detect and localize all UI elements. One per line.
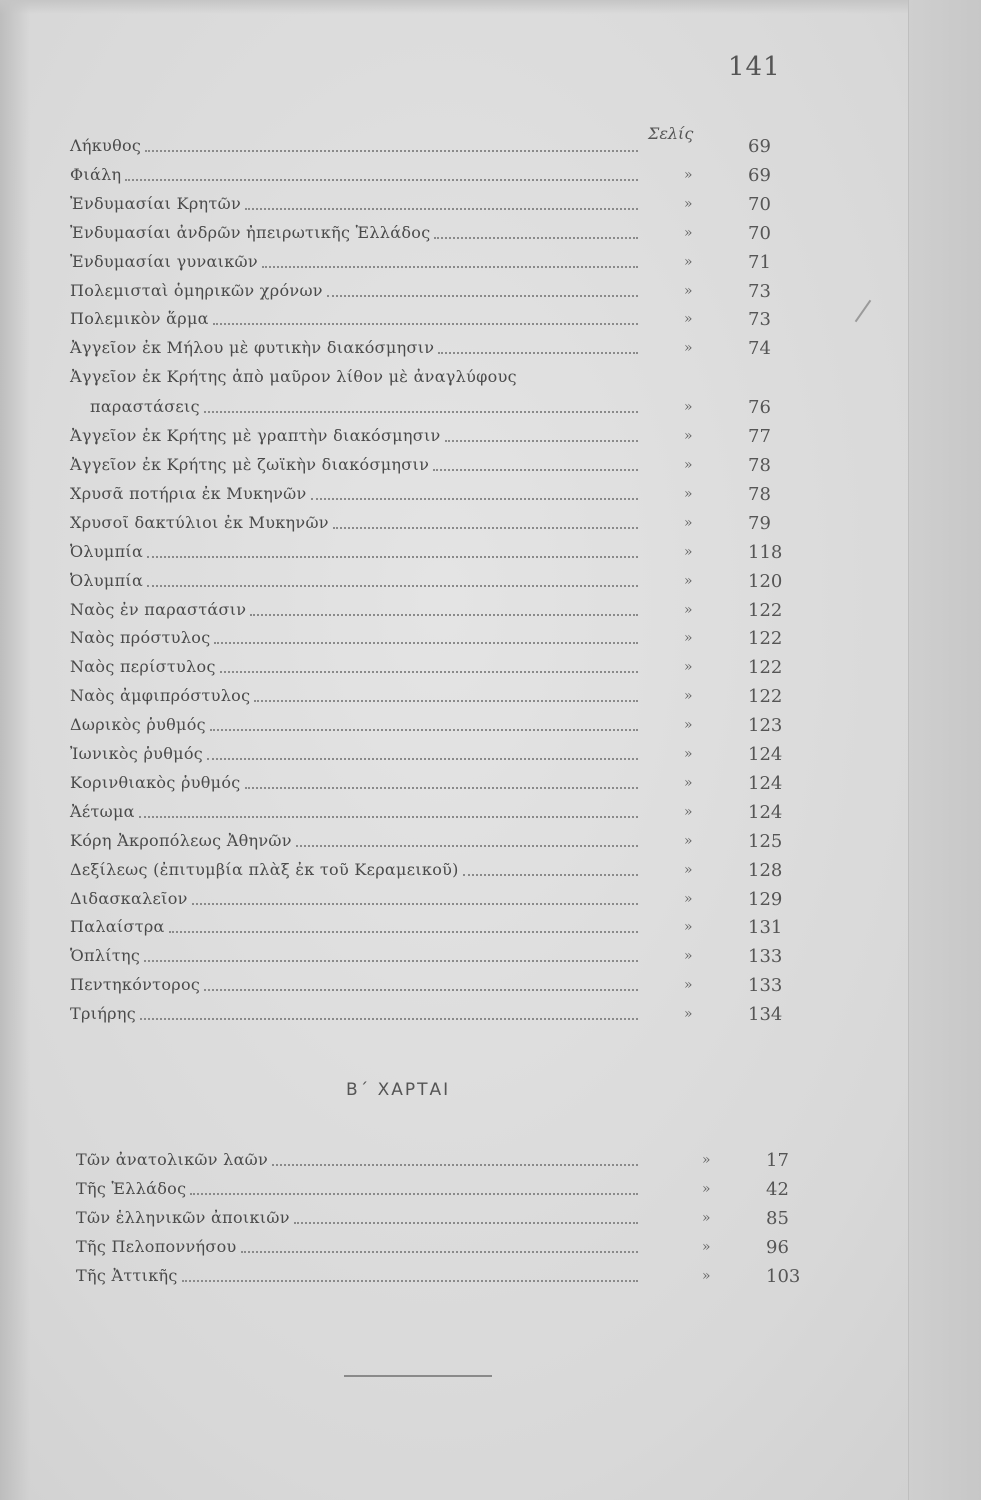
dot-leader — [245, 208, 638, 210]
ditto-mark: » — [684, 659, 693, 676]
dot-leader — [207, 758, 638, 760]
list-item — [0, 484, 900, 512]
ditto-mark: » — [684, 514, 693, 531]
page-reference: 96 — [766, 1237, 789, 1258]
entry-title: Κορινθιακὸς ῥυθμός — [70, 772, 241, 792]
page-reference: 79 — [748, 512, 771, 534]
page-reference: 129 — [748, 888, 783, 910]
list-item — [0, 744, 900, 772]
list-item — [0, 946, 900, 974]
page-reference: 17 — [766, 1150, 789, 1171]
maps-heading: Β΄ ΧΑΡΤΑΙ — [346, 1080, 451, 1100]
page-reference: 73 — [748, 309, 771, 331]
dot-leader — [145, 150, 638, 152]
entry-title: Πολεμισταὶ ὁμηρικῶν χρόνων — [70, 280, 323, 300]
ditto-mark: » — [702, 1239, 711, 1255]
ditto-mark: » — [684, 803, 693, 820]
page-reference: 118 — [748, 541, 783, 563]
dot-leader — [272, 1164, 638, 1166]
dot-leader — [204, 411, 638, 413]
ditto-mark: » — [684, 282, 693, 299]
ditto-mark: » — [684, 1006, 693, 1023]
list-item — [0, 338, 900, 366]
ditto-mark: » — [684, 861, 693, 878]
ditto-mark: » — [684, 601, 693, 618]
page-reference: 85 — [766, 1208, 789, 1229]
dot-leader — [294, 1222, 638, 1224]
entry-title: Ἀγγεῖον ἐκ Μήλου μὲ φυτικὴν διακόσμησιν — [70, 338, 435, 358]
ditto-mark: » — [684, 746, 693, 762]
closing-rule — [344, 1375, 492, 1377]
list-item — [0, 657, 900, 685]
entry-title: Φιάλη — [70, 164, 122, 184]
dot-leader — [147, 556, 638, 558]
entry-title: Χρυσοῖ δακτύλιοι ἐκ Μυκηνῶν — [70, 512, 329, 532]
list-item — [0, 715, 900, 743]
page-edge-strip — [908, 0, 981, 1500]
page-reference: 103 — [766, 1266, 801, 1287]
list-item — [0, 860, 900, 888]
ditto-mark: » — [684, 890, 693, 907]
page-reference: 131 — [748, 917, 783, 939]
dot-leader — [204, 989, 638, 991]
page-reference: 122 — [748, 657, 783, 679]
entry-title: Ἰωνικὸς ῥυθμός — [70, 744, 204, 763]
list-item — [0, 194, 900, 222]
entry-title: Τῶν ἀνατολικῶν λαῶν — [76, 1150, 269, 1169]
entry-title: Ἀγγεῖον ἐκ Κρήτης ἀπὸ μαῦρον λίθον μὲ ἀναγλύφους — [70, 367, 517, 387]
list-item — [0, 1179, 900, 1207]
entry-title: Ὀλυμπία — [70, 570, 144, 590]
dot-leader — [147, 585, 638, 587]
entry-title: Ναὸς ἐν παραστάσιν — [70, 599, 247, 619]
page-reference: 69 — [748, 136, 771, 157]
ditto-mark: » — [684, 340, 693, 357]
dot-leader — [214, 642, 638, 644]
page-reference: 78 — [748, 455, 771, 476]
dot-leader — [210, 729, 638, 731]
page-reference: 133 — [748, 946, 783, 968]
list-item — [0, 889, 900, 917]
dot-leader — [139, 816, 638, 818]
entry-title: Τῆς Ἑλλάδος — [76, 1179, 187, 1198]
ditto-mark: » — [684, 919, 693, 936]
dot-leader — [213, 323, 638, 325]
dot-leader — [241, 1251, 638, 1253]
ditto-mark: » — [684, 253, 693, 270]
list-item — [0, 367, 900, 419]
page-reference: 77 — [748, 426, 771, 448]
ditto-mark: » — [684, 630, 693, 647]
entry-title: Τῶν ἑλληνικῶν ἀποικιῶν — [76, 1208, 290, 1227]
page-reference: 134 — [748, 1004, 783, 1026]
ditto-mark: » — [684, 166, 693, 183]
top-edge-shadow — [0, 0, 981, 14]
dot-leader — [327, 295, 638, 297]
entry-title: Ναὸς περίστυλος — [70, 657, 216, 677]
page-reference: 120 — [748, 570, 783, 592]
entry-title: Δεξίλεως (ἐπιτυμβία πλὰξ ἐκ τοῦ Κεραμεικοῦ) — [70, 859, 459, 879]
ditto-mark: » — [684, 195, 693, 212]
page-reference: 124 — [748, 744, 783, 765]
entry-title: Ἐνδυμασίαι ἀνδρῶν ἠπειρωτικῆς Ἑλλάδος — [70, 222, 431, 242]
page-reference: 122 — [748, 686, 783, 708]
page-reference: 73 — [748, 280, 771, 302]
ditto-mark: » — [684, 688, 693, 705]
entry-title: Τριήρης — [70, 1004, 136, 1024]
entry-title: Ἐνδυμασίαι γυναικῶν — [70, 251, 258, 271]
dot-leader — [296, 845, 638, 847]
ditto-mark: » — [684, 311, 693, 328]
list-item — [0, 165, 900, 193]
entry-title: Χρυσᾶ ποτήρια ἐκ Μυκηνῶν — [70, 483, 307, 503]
dot-leader — [169, 931, 638, 933]
entry-title: Κόρη Ἀκροπόλεως Ἀθηνῶν — [70, 830, 292, 850]
list-item — [0, 600, 900, 628]
list-item — [0, 686, 900, 714]
list-item — [0, 628, 900, 656]
entry-title-continuation: παραστάσεις — [90, 397, 200, 417]
entry-title: Ἀγγεῖον ἐκ Κρήτης μὲ γραπτὴν διακόσμησιν — [70, 426, 441, 446]
page-reference: 124 — [748, 801, 783, 823]
page-reference: 70 — [748, 193, 771, 215]
dot-leader — [434, 237, 638, 239]
list-item — [0, 571, 900, 599]
page-reference: 69 — [748, 164, 771, 186]
page-reference: 71 — [748, 251, 771, 273]
list-item — [0, 1266, 900, 1294]
ditto-mark: » — [684, 399, 693, 416]
ditto-mark: » — [684, 717, 693, 734]
ditto-mark: » — [684, 457, 693, 473]
entry-title: Ναὸς ἀμφιπρόστυλος — [70, 686, 251, 706]
entry-title: Τῆς Ἀττικῆς — [76, 1266, 178, 1285]
page-reference: 125 — [748, 830, 783, 852]
dot-leader — [125, 179, 638, 181]
list-item — [0, 455, 900, 483]
page-reference: 122 — [748, 628, 783, 650]
list-item — [0, 1237, 900, 1265]
page-number: 141 — [728, 52, 781, 82]
ditto-mark: » — [684, 572, 693, 589]
dot-leader — [192, 903, 638, 905]
entry-title: Ὁπλίτης — [70, 946, 141, 966]
ditto-mark: » — [702, 1210, 711, 1226]
page-reference: 133 — [748, 975, 783, 997]
ditto-mark: » — [684, 428, 693, 445]
entry-title: Ὀλυμπία — [70, 541, 144, 561]
dot-leader — [262, 266, 638, 268]
page-column-header: Σελίς — [648, 124, 694, 143]
dot-leader — [190, 1193, 638, 1195]
list-item — [0, 773, 900, 801]
dot-leader — [311, 498, 638, 500]
page-reference: 128 — [748, 859, 783, 881]
dot-leader — [445, 440, 638, 442]
entry-title: Παλαίστρα — [70, 917, 165, 937]
entry-title: Πεντηκόντορος — [70, 975, 201, 995]
list-item — [0, 542, 900, 570]
list-item — [0, 513, 900, 541]
list-item — [0, 917, 900, 945]
ditto-mark: » — [684, 485, 693, 502]
dot-leader — [220, 671, 638, 673]
list-item — [0, 1004, 900, 1032]
entry-title: Διδασκαλεῖον — [70, 888, 188, 908]
dot-leader — [144, 960, 638, 962]
entry-title: Ναὸς πρόστυλος — [70, 628, 211, 648]
ditto-mark: » — [702, 1152, 711, 1168]
entry-title: Ἀέτωμα — [70, 801, 135, 821]
page-reference: 70 — [748, 222, 771, 244]
list-item — [0, 831, 900, 859]
page-reference: 74 — [748, 338, 771, 360]
list-item — [0, 975, 900, 1003]
dot-leader — [182, 1280, 638, 1282]
dot-leader — [463, 874, 638, 876]
entry-title: Πολεμικὸν ἅρμα — [70, 309, 209, 329]
list-item — [0, 223, 900, 251]
list-item — [0, 426, 900, 454]
list-item — [0, 802, 900, 830]
dot-leader — [438, 352, 638, 354]
ditto-mark: » — [684, 543, 693, 560]
page-reference: 76 — [748, 397, 771, 419]
list-item — [0, 1208, 900, 1236]
ditto-mark: » — [684, 774, 693, 791]
dot-leader — [254, 700, 638, 702]
page-reference: 124 — [748, 772, 783, 794]
ditto-mark: » — [684, 977, 693, 994]
list-item — [0, 136, 900, 164]
entry-title: Λήκυθος — [70, 136, 142, 155]
dot-leader — [250, 614, 638, 616]
entry-title: Ἀγγεῖον ἐκ Κρήτης μὲ ζωϊκὴν διακόσμησιν — [70, 455, 430, 474]
ditto-mark: » — [684, 224, 693, 241]
ditto-mark: » — [684, 832, 693, 849]
page-reference: 78 — [748, 483, 771, 505]
page-reference: 123 — [748, 715, 783, 737]
ditto-mark: » — [702, 1268, 711, 1284]
entry-title: Τῆς Πελοποννήσου — [76, 1237, 237, 1256]
list-item — [0, 252, 900, 280]
entry-title: Δωρικὸς ῥυθμός — [70, 715, 206, 735]
dot-leader — [433, 469, 638, 471]
dot-leader — [333, 527, 638, 529]
entry-title: Ἐνδυμασίαι Κρητῶν — [70, 193, 241, 213]
list-item — [0, 281, 900, 309]
page-reference: 42 — [766, 1179, 789, 1200]
list-item — [0, 309, 900, 337]
ditto-mark: » — [702, 1181, 711, 1197]
dot-leader — [140, 1018, 638, 1020]
page-reference: 122 — [748, 599, 783, 621]
dot-leader — [245, 787, 638, 789]
list-item — [0, 1150, 900, 1178]
ditto-mark: » — [684, 948, 693, 965]
